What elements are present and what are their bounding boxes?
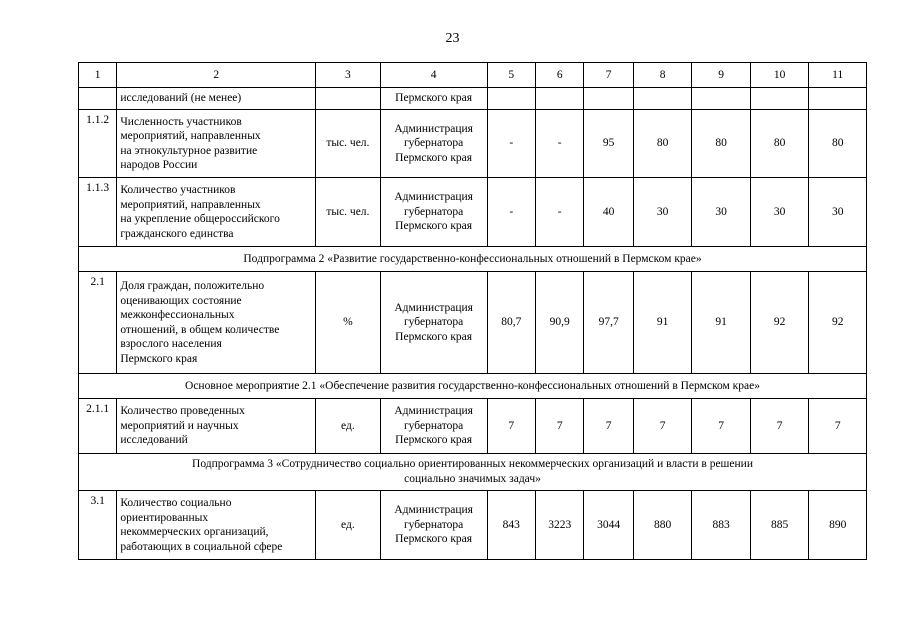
unit-cell: тыс. чел. — [316, 110, 381, 178]
value-cell: 7 — [692, 399, 751, 454]
continuation-row — [79, 88, 867, 110]
indicators-table — [78, 62, 867, 560]
name-cell: Количество участников мероприятий, направленных на укрепление общероссийского гражданского единства — [117, 178, 316, 247]
value-cell: 92 — [809, 272, 867, 374]
value-cell: - — [487, 110, 535, 178]
value-cell: 7 — [584, 399, 633, 454]
value-cell: 30 — [692, 178, 751, 247]
value-cell: 7 — [536, 399, 584, 454]
value-cell: - — [536, 178, 584, 247]
org-cell: Администрация губернатора Пермского края — [380, 399, 487, 454]
value-cell: 7 — [809, 399, 867, 454]
value-cell: 880 — [633, 491, 692, 560]
name-cell: Количество социально ориентированных некоммерческих организаций, работающих в социальной сфере — [117, 491, 316, 560]
header-row — [79, 63, 867, 88]
value-cell: 3223 — [536, 491, 584, 560]
value-cell: 91 — [633, 272, 692, 374]
num-cell: 3.1 — [79, 491, 117, 560]
org-cell: Администрация губернатора Пермского края — [380, 491, 487, 560]
value-cell: 80 — [809, 110, 867, 178]
org-cell: Администрация губернатора Пермского края — [380, 178, 487, 247]
header-cell: 4 — [380, 63, 487, 88]
header-cell: 3 — [316, 63, 381, 88]
value-cell: 843 — [487, 491, 535, 560]
value-cell — [487, 88, 535, 110]
section-row — [79, 454, 867, 491]
value-cell: 7 — [487, 399, 535, 454]
table-row — [79, 110, 867, 178]
num-cell: 2.1 — [79, 272, 117, 374]
num-cell — [79, 88, 117, 110]
section-title: Подпрограмма 2 «Развитие государственно-конфессиональных отношений в Пермском крае» — [79, 247, 867, 272]
value-cell: 92 — [750, 272, 809, 374]
value-cell: 7 — [633, 399, 692, 454]
section-row — [79, 247, 867, 272]
org-cell: Пермского края — [380, 88, 487, 110]
value-cell: 90,9 — [536, 272, 584, 374]
value-cell: 97,7 — [584, 272, 633, 374]
name-cell: Доля граждан, положительно оценивающих состояние межконфессиональных отношений, в общем количестве взрослого населения Пермского края — [117, 272, 316, 374]
value-cell: 30 — [633, 178, 692, 247]
name-cell: Численность участников мероприятий, направленных на этнокультурное развитие народов России — [117, 110, 316, 178]
unit-cell: тыс. чел. — [316, 178, 381, 247]
value-cell: 7 — [750, 399, 809, 454]
unit-cell: ед. — [316, 491, 381, 560]
header-cell: 9 — [692, 63, 751, 88]
header-cell: 5 — [487, 63, 535, 88]
header-cell: 7 — [584, 63, 633, 88]
table-row — [79, 399, 867, 454]
header-cell: 8 — [633, 63, 692, 88]
page-number: 23 — [445, 31, 460, 46]
value-cell: 80 — [633, 110, 692, 178]
section-title: Подпрограмма 3 «Сотрудничество социально ориентированных некоммерческих организаций и власти в решении социально значимых задач» — [79, 454, 867, 491]
value-cell: 80,7 — [487, 272, 535, 374]
value-cell: 40 — [584, 178, 633, 247]
num-cell: 1.1.3 — [79, 178, 117, 247]
name-cell: Количество проведенных мероприятий и научных исследований — [117, 399, 316, 454]
table-row — [79, 272, 867, 374]
unit-cell: ед. — [316, 399, 381, 454]
value-cell — [584, 88, 633, 110]
value-cell: 885 — [750, 491, 809, 560]
unit-cell — [316, 88, 381, 110]
value-cell: 890 — [809, 491, 867, 560]
num-cell: 1.1.2 — [79, 110, 117, 178]
section-title: Основное мероприятие 2.1 «Обеспечение развития государственно-конфессиональных отношений в Пермском крае» — [79, 374, 867, 399]
value-cell — [809, 88, 867, 110]
value-cell: 30 — [809, 178, 867, 247]
name-cell: исследований (не менее) — [117, 88, 316, 110]
table-row — [79, 178, 867, 247]
value-cell: - — [536, 110, 584, 178]
value-cell: 91 — [692, 272, 751, 374]
header-cell: 6 — [536, 63, 584, 88]
value-cell: 80 — [692, 110, 751, 178]
value-cell: 80 — [750, 110, 809, 178]
num-cell: 2.1.1 — [79, 399, 117, 454]
header-cell: 11 — [809, 63, 867, 88]
value-cell: 95 — [584, 110, 633, 178]
value-cell: 883 — [692, 491, 751, 560]
header-cell: 1 — [79, 63, 117, 88]
org-cell: Администрация губернатора Пермского края — [380, 272, 487, 374]
value-cell: - — [487, 178, 535, 247]
header-cell: 10 — [750, 63, 809, 88]
value-cell — [750, 88, 809, 110]
unit-cell: % — [316, 272, 381, 374]
header-cell: 2 — [117, 63, 316, 88]
value-cell — [536, 88, 584, 110]
value-cell — [692, 88, 751, 110]
value-cell: 3044 — [584, 491, 633, 560]
org-cell: Администрация губернатора Пермского края — [380, 110, 487, 178]
table-row — [79, 491, 867, 560]
value-cell — [633, 88, 692, 110]
value-cell: 30 — [750, 178, 809, 247]
section-row — [79, 374, 867, 399]
